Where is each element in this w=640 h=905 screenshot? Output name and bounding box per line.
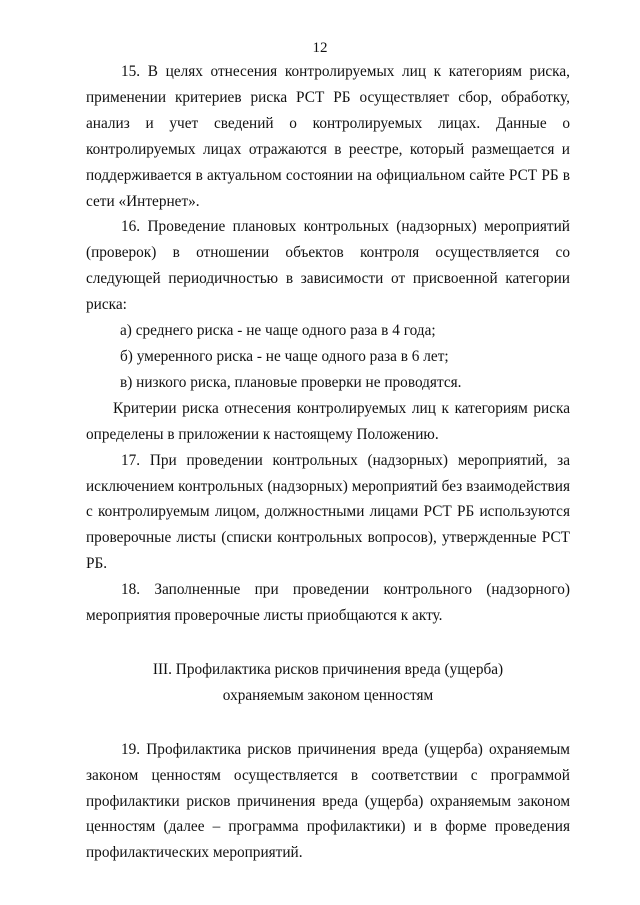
criteria-paragraph: Критерии риска отнесения контролируемых лиц к категориям риска определены в приложении к настоящему Положению. <box>86 399 570 443</box>
paragraph-15: 15. В целях отнесения контролируемых лиц к категориям риска, применении критериев риска РСТ РБ осуществляет сбор, обработку, анализ и учет сведений о контролируемых лицах. Данные о контролируемых лицах отражаются в реестре, который размещается и поддерживается в актуальном состоянии на официальном сайте РСТ РБ в сети «Интернет». <box>86 63 570 210</box>
spacer <box>86 629 570 657</box>
paragraph-17: 17. При проведении контрольных (надзорных) мероприятий, за исключением контрольных (надзорных) мероприятий без взаимодействия с контролируемым лицом, должностными лицами РСТ РБ используются проверочные листы (списки контрольных вопросов), утвержденные РСТ РБ. <box>86 451 570 573</box>
list-item-a: а) среднего риска - не чаще одного раза в 4 года; <box>120 322 436 340</box>
spacer <box>86 709 570 737</box>
page-number: 12 <box>312 40 328 56</box>
document-body <box>86 59 570 866</box>
section-heading-line-1: III. Профилактика рисков причинения вреда (ущерба) <box>152 660 504 678</box>
section-heading-line-2: охраняемым законом ценностям <box>222 686 434 704</box>
paragraph-16: 16. Проведение плановых контрольных (надзорных) мероприятий (проверок) в отношении объектов контроля осуществляется со следующей периодичностью в зависимости от присвоенной категории риска: <box>86 218 570 314</box>
list-item-c: в) низкого риска, плановые проверки не проводятся. <box>120 373 462 391</box>
paragraph-18: 18. Заполненные при проведении контрольного (надзорного) мероприятия проверочные листы приобщаются к акту. <box>86 581 570 625</box>
paragraph-19: 19. Профилактика рисков причинения вреда (ущерба) охраняемым законом ценностям осуществляется в соответствии с программой профилактики рисков причинения вреда (ущерба) охраняемым законом ценностям (далее – программа профилактики) и в форме проведения профилактических мероприятий. <box>86 740 570 862</box>
list-item-b: б) умеренного риска - не чаще одного раза в 6 лет; <box>120 347 449 365</box>
